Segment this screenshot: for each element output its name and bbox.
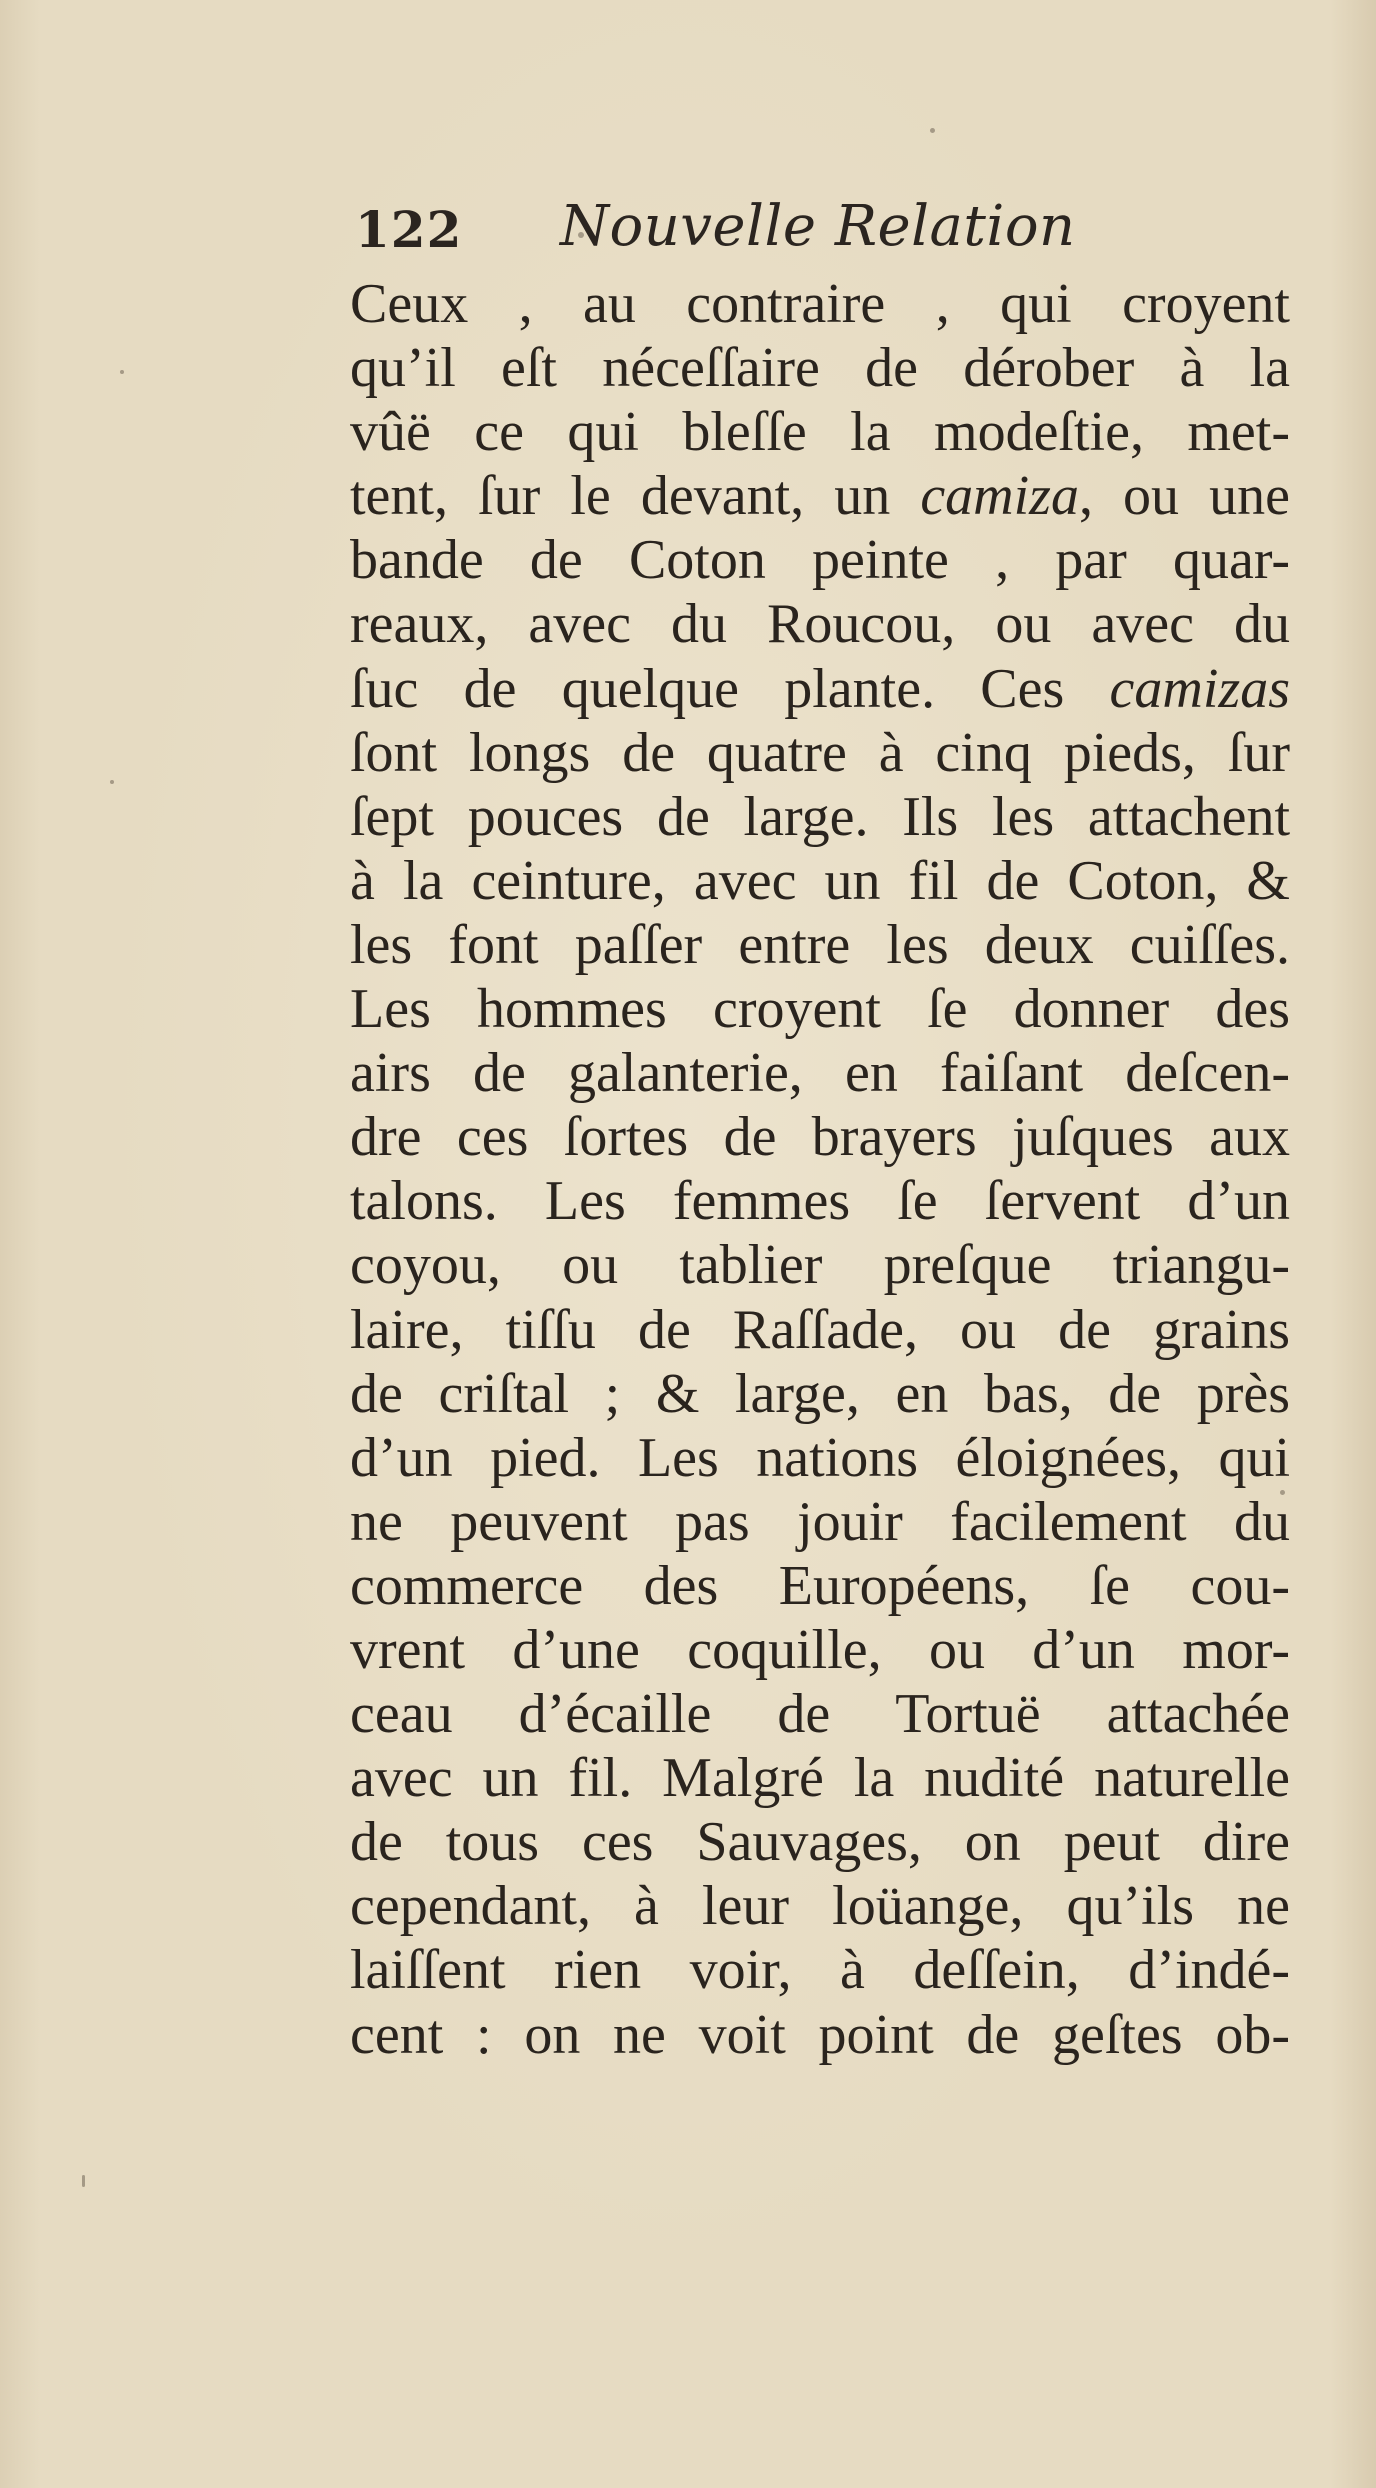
paper-speck bbox=[82, 2175, 85, 2187]
text-line bbox=[350, 1298, 1290, 1362]
body-text bbox=[350, 272, 1290, 2067]
running-title: Nouvelle Relation bbox=[560, 194, 1076, 259]
text-line-segment: vûë ce qui bleſſe la modeſtie, met- bbox=[350, 401, 1290, 464]
text-line bbox=[350, 1233, 1290, 1297]
text-line-segment: ſept pouces de large. Ils les attachent bbox=[350, 785, 1290, 848]
text-line bbox=[350, 785, 1290, 849]
text-line-segment: cent : on ne voit point de geſtes ob- bbox=[350, 2003, 1290, 2066]
text-line-segment: bande de Coton peinte , par quar- bbox=[350, 529, 1290, 592]
page-header bbox=[355, 194, 1275, 280]
text-line bbox=[350, 849, 1290, 913]
italic-term: camiza bbox=[920, 465, 1079, 528]
text-line-segment: airs de galanterie, en faiſant deſcen- bbox=[350, 1042, 1290, 1105]
text-line-segment: à la ceinture, avec un fil de Coton, & bbox=[350, 849, 1290, 912]
text-line bbox=[350, 1682, 1290, 1746]
text-line bbox=[350, 1938, 1290, 2002]
paper-speck bbox=[120, 370, 124, 374]
text-line-segment: coyou, ou tablier preſque triangu- bbox=[350, 1234, 1290, 1297]
text-line bbox=[350, 1554, 1290, 1618]
text-line-segment: avec un fil. Malgré la nudité naturelle bbox=[350, 1747, 1290, 1810]
text-line bbox=[350, 400, 1290, 464]
text-line-segment: talons. Les femmes ſe ſervent d’un bbox=[350, 1170, 1290, 1233]
text-line-segment: qu’il eſt néceſſaire de dérober à la bbox=[350, 337, 1290, 400]
text-line-segment: dre ces ſortes de brayers juſques aux bbox=[350, 1106, 1290, 1169]
text-line-segment: de criſtal ; & large, en bas, de près bbox=[350, 1362, 1290, 1425]
text-line-segment: ſont longs de quatre à cinq pieds, ſur bbox=[350, 721, 1290, 784]
text-line-segment: Ceux , au contraire , qui croyent bbox=[350, 273, 1290, 335]
text-line-segment: ſuc de quelque plante. Ces bbox=[350, 657, 1110, 720]
text-line-segment: vrent d’une coquille, ou d’un mor- bbox=[350, 1618, 1290, 1681]
text-line-segment: Les hommes croyent ſe donner des bbox=[350, 978, 1290, 1041]
text-line-segment: reaux, avec du Roucou, ou avec du bbox=[350, 593, 1290, 656]
text-line bbox=[350, 1810, 1290, 1874]
text-line bbox=[350, 336, 1290, 400]
text-line bbox=[350, 721, 1290, 785]
paper-speck bbox=[110, 780, 114, 784]
page-number: 122 bbox=[355, 200, 463, 259]
text-line-segment: cependant, à leur loüange, qu’ils ne bbox=[350, 1875, 1290, 1938]
text-line bbox=[350, 1746, 1290, 1810]
text-line-segment: ceau d’écaille de Tortuë attachée bbox=[350, 1683, 1290, 1746]
text-line-segment: , ou une bbox=[1078, 465, 1290, 528]
text-line bbox=[350, 657, 1290, 721]
text-line bbox=[350, 1105, 1290, 1169]
text-line bbox=[350, 977, 1290, 1041]
text-line-segment: d’un pied. Les nations éloignées, qui bbox=[350, 1426, 1290, 1489]
text-line bbox=[350, 272, 1290, 336]
text-line bbox=[350, 1874, 1290, 1938]
text-line-segment: laiſſent rien voir, à deſſein, d’indé- bbox=[350, 1939, 1290, 2002]
text-line bbox=[350, 528, 1290, 592]
text-line-segment: commerce des Européens, ſe cou- bbox=[350, 1554, 1290, 1617]
text-line bbox=[350, 464, 1290, 528]
text-line bbox=[350, 1490, 1290, 1554]
text-line-segment: laire, tiſſu de Raſſade, ou de grains bbox=[350, 1298, 1290, 1361]
italic-term: camizas bbox=[1109, 657, 1290, 720]
text-line-segment: ne peuvent pas jouir facilement du bbox=[350, 1490, 1290, 1553]
text-line bbox=[350, 1041, 1290, 1105]
text-line bbox=[350, 1169, 1290, 1233]
text-line bbox=[350, 1362, 1290, 1426]
text-line bbox=[350, 1618, 1290, 1682]
text-line bbox=[350, 2003, 1290, 2067]
paper-speck bbox=[930, 128, 935, 133]
text-line-segment: tent, ſur le devant, un bbox=[350, 465, 921, 528]
text-line bbox=[350, 592, 1290, 656]
text-line bbox=[350, 1426, 1290, 1490]
text-line bbox=[350, 913, 1290, 977]
text-line-segment: les font paſſer entre les deux cuiſſes. bbox=[350, 913, 1290, 976]
text-line-segment: de tous ces Sauvages, on peut dire bbox=[350, 1811, 1290, 1874]
